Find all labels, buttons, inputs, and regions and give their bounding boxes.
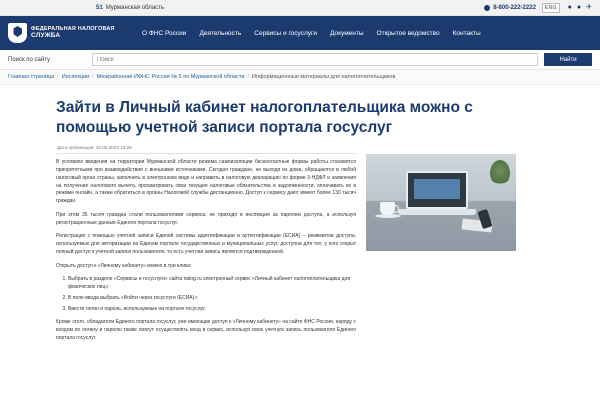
ok-icon[interactable]: ● xyxy=(576,4,582,11)
phone-icon xyxy=(484,5,490,11)
content-area xyxy=(0,144,600,348)
breadcrumb-separator: / xyxy=(92,74,94,80)
nav-services[interactable]: Сервисы и госуслуги xyxy=(254,29,318,37)
breadcrumb-item-home[interactable]: Главная страница xyxy=(8,74,55,80)
logo-line-2: СЛУЖБА xyxy=(31,32,61,40)
laptop-screen xyxy=(406,171,468,209)
article-paragraph-4: Открыть доступ к «Личному кабинету» можно в три клика: xyxy=(56,262,192,269)
search-label: Поиск по сайту xyxy=(8,56,51,63)
nav-documents[interactable]: Документы xyxy=(330,29,364,37)
article-paragraph-3: Регистрация с помощью учетной записи Единой системы идентификации и аутентификации (ЕСИА) – реквизитов доступа, используемых для авторизации на Едином портале государственных и муниципальных услуг, доступна для тех, у кого открыт полный доступ к учетной записи пользователя, то есть учетная запись является подтвержденной. xyxy=(56,233,356,255)
nav-open-agency[interactable]: Открытое ведомство xyxy=(376,29,440,37)
region-number: 51 xyxy=(96,4,103,11)
page-title: Зайти в Личный кабинет налогоплательщика можно с помощью учетной записи портала госуслуг xyxy=(56,99,473,137)
breadcrumb-separator: / xyxy=(247,74,250,80)
breadcrumb-item-current: Информационные материалы для налогоплательщиков xyxy=(252,74,396,80)
site-header xyxy=(0,16,600,50)
region-selector[interactable] xyxy=(96,5,164,11)
nav-activity[interactable]: Деятельность xyxy=(199,29,242,37)
breadcrumb-item-inspection-5[interactable]: Межрайонная ИФНС России № 5 по Мурманской области xyxy=(96,74,245,80)
vk-icon[interactable]: ● xyxy=(567,4,572,11)
laptop-coffee-photo xyxy=(366,154,516,251)
breadcrumb-item-inspections[interactable]: Инспекции xyxy=(61,74,90,80)
logo-line-1: ФЕДЕРАЛЬНАЯ НАЛОГОВАЯ xyxy=(31,26,115,33)
hotline-number: 8-800-222-2222 xyxy=(493,4,536,11)
site-logo[interactable] xyxy=(8,23,128,43)
region-name: Мурманская область xyxy=(105,4,165,11)
search-bar xyxy=(0,50,600,70)
breadcrumb xyxy=(0,70,600,85)
article-paragraph-2: При этом 35 тысяч граждан стали пользователями сервиса, не приходя в инспекции за паролем доступа, а используя регистрационные данные Единого портала госуслуг. xyxy=(56,211,356,226)
article-paragraph-1: В условиях введения на территории Мурманской области режима самоизоляции бесконтактные формы работы становятся приоритетными при взаимодействии с внешними источниками. Сегодня граждане, не выходя из дома, обращаются в любой налоговый орган страны, заполнить в электронном виде и направить в налоговую декларацию по форме 3-НДФЛ и заявления на получение налогового вычета, просматривать свои текущие налоговые обязательства и задолженности, оплачивать их в режиме онлайн, а также обратиться в органы Налоговой службы дистанционно. Доступ к сервису дают имеют более 130 тысяч граждан. xyxy=(56,159,356,205)
hotline-phone[interactable] xyxy=(484,5,536,11)
telegram-icon[interactable]: ✈ xyxy=(586,4,592,11)
article-figure xyxy=(366,154,516,348)
coffee-cup xyxy=(380,202,395,215)
list-item: 2. В поле ввода выбрать «Войти через госуслуги (ЕСИА)»; xyxy=(68,295,356,303)
main-nav xyxy=(142,30,481,37)
article-paragraph-5: Кроме этого, обладатели Единого портала госуслуг, уже имеющие доступ к «Личному кабинету» на сайте ФНС России, наряду с входом по логину и паролю также смогут осуществлять вход в сервис, используя свою учетную запись пользователя Единого портала госуслуг. xyxy=(56,319,356,341)
publication-date: Дата публикации: 30.03.2023 10:28 xyxy=(56,144,356,154)
plant-decoration xyxy=(490,160,510,186)
social-links xyxy=(568,4,592,11)
search-input[interactable] xyxy=(92,53,538,66)
list-item: 1. Выбрать в разделе «Сервисы и госуслуги» сайта nalog.ru электронный сервис «Личный кабинет налогоплательщика для физических лиц»; xyxy=(68,276,356,292)
list-item: 3. Ввести логин и пароль, используемые на портале госуслуг. xyxy=(68,306,356,314)
top-bar xyxy=(0,0,600,16)
breadcrumb-separator: / xyxy=(57,74,59,80)
emblem-icon xyxy=(8,23,27,43)
language-switcher[interactable]: ENG xyxy=(542,3,560,13)
article-steps-list xyxy=(56,276,356,313)
page-title-wrap xyxy=(0,85,600,144)
laptop-base xyxy=(398,209,476,215)
article-body xyxy=(56,144,356,348)
nav-about[interactable]: О ФНС России xyxy=(142,29,187,37)
nav-contacts[interactable]: Контакты xyxy=(452,29,481,37)
search-button[interactable]: Найти xyxy=(544,53,592,66)
logo-text xyxy=(31,26,115,40)
